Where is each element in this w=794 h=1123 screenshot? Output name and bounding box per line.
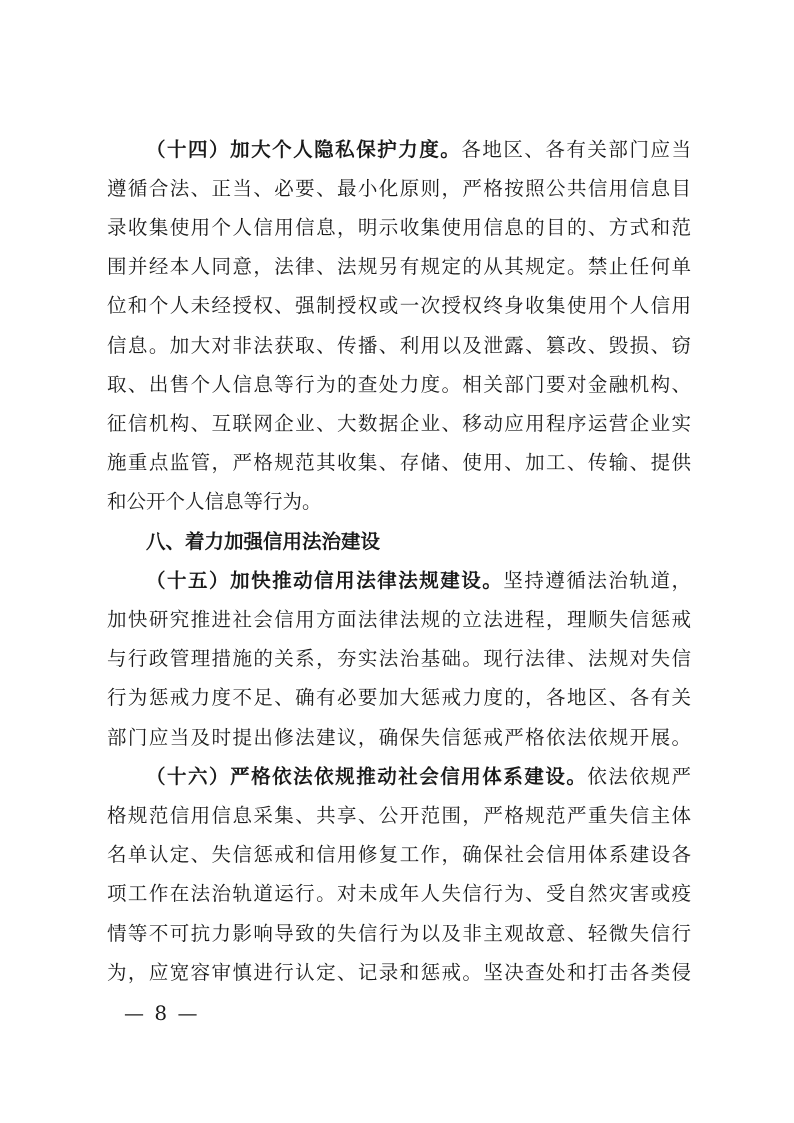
paragraph-15-line-4: 行为惩戒力度不足、确有必要加大惩戒力度的，各地区、各有关 bbox=[107, 686, 691, 709]
page-number: — 8 — bbox=[124, 1001, 200, 1025]
paragraph-15-line-2: 加快研究推进社会信用方面法律法规的立法进程，理顺失信惩戒 bbox=[107, 608, 691, 631]
paragraph-16-line-1: （十六）严格依法依规推动社会信用体系建设。依法依规严 bbox=[146, 765, 691, 788]
paragraph-14-line-10: 和公开个人信息等行为。 bbox=[107, 490, 322, 513]
paragraph-15-line-1: （十五）加快推动信用法律法规建设。坚持遵循法治轨道， bbox=[146, 569, 691, 592]
paragraph-14-lead: （十四）加大个人隐私保护力度。 bbox=[146, 138, 462, 161]
paragraph-14-line-2: 遵循合法、正当、必要、最小化原则，严格按照公共信用信息目 bbox=[107, 177, 691, 200]
paragraph-16-line-6: 为，应宽容审慎进行认定、记录和惩戒。坚决查处和打击各类侵 bbox=[107, 961, 691, 984]
paragraph-14-line-9: 施重点监管，严格规范其收集、存储、使用、加工、传输、提供 bbox=[107, 451, 691, 474]
paragraph-15-line-5: 部门应当及时提出修法建议，确保失信惩戒严格依法依规开展。 bbox=[107, 726, 691, 749]
paragraph-16-line-5: 情等不可抗力影响导致的失信行为以及非主观故意、轻微失信行 bbox=[107, 922, 691, 945]
paragraph-16-lead: （十六）严格依法依规推动社会信用体系建设。 bbox=[146, 765, 588, 788]
paragraph-15-line-3: 与行政管理措施的关系，夯实法治基础。现行法律、法规对失信 bbox=[107, 647, 691, 670]
paragraph-14-line-1: （十四）加大个人隐私保护力度。各地区、各有关部门应当 bbox=[146, 138, 691, 161]
section-heading-8: 八、着力加强信用法治建设 bbox=[146, 530, 381, 553]
paragraph-14-line-5: 位和个人未经授权、强制授权或一次授权终身收集使用个人信用 bbox=[107, 294, 691, 317]
paragraph-14-line-3: 录收集使用个人信用信息，明示收集使用信息的目的、方式和范 bbox=[107, 216, 691, 239]
paragraph-16-line-4: 项工作在法治轨道运行。对未成年人失信行为、受自然灾害或疫 bbox=[107, 882, 691, 905]
paragraph-14-line-4: 围并经本人同意，法律、法规另有规定的从其规定。禁止任何单 bbox=[107, 255, 691, 278]
paragraph-14-line-7: 取、出售个人信息等行为的查处力度。相关部门要对金融机构、 bbox=[107, 373, 691, 396]
paragraph-14-line-6: 信息。加大对非法获取、传播、利用以及泄露、篡改、毁损、窃 bbox=[107, 334, 691, 357]
paragraph-15-lead: （十五）加快推动信用法律法规建设。 bbox=[146, 569, 504, 592]
paragraph-16-line-3: 名单认定、失信惩戒和信用修复工作，确保社会信用体系建设各 bbox=[107, 843, 691, 866]
paragraph-14-line-8: 征信机构、互联网企业、大数据企业、移动应用程序运营企业实 bbox=[107, 412, 691, 435]
paragraph-16-line-2: 格规范信用信息采集、共享、公开范围，严格规范严重失信主体 bbox=[107, 804, 691, 827]
